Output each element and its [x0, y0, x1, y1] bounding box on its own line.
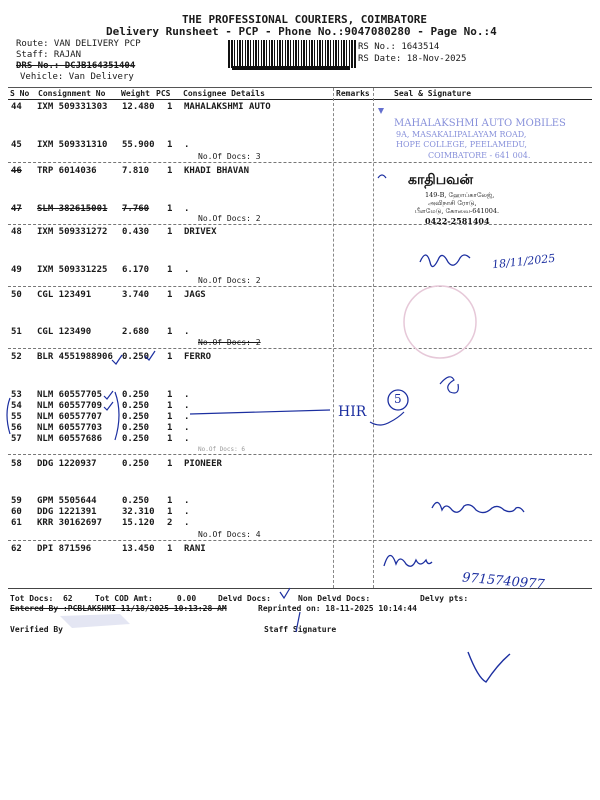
reprinted-on: Reprinted on: 18-11-2025 10:14:44: [258, 604, 417, 613]
total-cod: Tot COD Amt: 0.00: [95, 594, 197, 603]
row-weight: 0.250: [122, 423, 150, 433]
staff-signature-mark: [468, 652, 510, 682]
doc-count: No.Of Docs: 4: [198, 530, 261, 539]
row-consignee: .: [184, 401, 190, 411]
handwritten-circle-number: 5: [394, 392, 402, 406]
pen-mark: [280, 588, 290, 598]
doc-count: No.Of Docs: 3: [198, 152, 261, 161]
row-consignee: .: [184, 204, 190, 214]
row-pcs: 1: [167, 204, 173, 214]
row-pcs: 1: [167, 102, 173, 112]
drivex-signature: [420, 255, 470, 267]
row-sno: 57: [11, 434, 22, 444]
pen-circle: [388, 390, 408, 410]
faint-stamp: [60, 614, 130, 628]
doc-count: No.Of Docs: 2: [198, 276, 261, 285]
row-pcs: 1: [167, 265, 173, 275]
row-weight: 55.900: [122, 140, 155, 150]
total-docs: Tot Docs: 62: [10, 594, 73, 603]
row-consignee: PIONEER: [184, 459, 222, 469]
row-consignment: DPI 871596: [37, 544, 92, 554]
doc-count: No.Of Docs: 6: [198, 446, 245, 453]
row-pcs: 1: [167, 544, 173, 554]
delivery-points: Delvy pts:: [420, 594, 469, 603]
row-consignment: KRR 30162697: [37, 518, 103, 528]
row-consignee: MAHALAKSHMI AUTO: [184, 102, 271, 112]
row-consignee: .: [184, 496, 190, 506]
row-consignee: DRIVEX: [184, 227, 217, 237]
row-sno: 54: [11, 401, 22, 411]
row-sno: 55: [11, 412, 22, 422]
drs-number: DRS No.: DCJB164351404: [16, 61, 136, 71]
row-sno: 47: [11, 204, 22, 214]
runsheet-subtitle: Delivery Runsheet - PCP - Phone No.:9047080280 - Page No.:4: [106, 25, 497, 38]
row-sno: 62: [11, 544, 22, 554]
tick-mark: [112, 355, 122, 364]
row-consignment: SLM 382615001: [37, 204, 108, 214]
row-weight: 0.250: [122, 434, 150, 444]
row-consignee: .: [184, 140, 190, 150]
row-consignee: FERRO: [184, 352, 212, 362]
row-consignment: NLM 60557703: [37, 423, 103, 433]
row-weight: 3.740: [122, 290, 150, 300]
stamp-line: அவிநாசி ரோடு,: [428, 199, 477, 207]
stamp-line: பீளமேடு, கோவை-641004.: [415, 207, 500, 215]
row-sno: 46: [11, 166, 22, 176]
row-consignment: TRP 6014036: [37, 166, 97, 176]
pen-line: [296, 612, 300, 632]
row-pcs: 1: [167, 166, 173, 176]
row-weight: 13.450: [122, 544, 155, 554]
row-pcs: 1: [167, 352, 173, 362]
row-consignee: .: [184, 265, 190, 275]
faint-round-stamp: [404, 286, 476, 358]
row-pcs: 1: [167, 390, 173, 400]
row-sno: 56: [11, 423, 22, 433]
row-sno: 61: [11, 518, 22, 528]
rani-signature: [384, 555, 432, 566]
stamp-line: COIMBATORE - 641 004.: [428, 151, 531, 160]
row-weight: 0.250: [122, 496, 150, 506]
stamp-line: காதிபவன்: [408, 172, 474, 188]
row-consignee: RANI: [184, 544, 206, 554]
col-header-consignee: Consignee Details: [183, 89, 265, 98]
row-consignee: .: [184, 412, 190, 422]
row-sno: 51: [11, 327, 22, 337]
row-weight: 12.480: [122, 102, 155, 112]
row-sno: 48: [11, 227, 22, 237]
pen-bracket: [115, 392, 119, 440]
row-pcs: 1: [167, 507, 173, 517]
row-consignment: BLR 4551988906: [37, 352, 113, 362]
tick-mark: [145, 351, 155, 360]
row-weight: 6.170: [122, 265, 150, 275]
row-consignee: JAGS: [184, 290, 206, 300]
col-header-sno: S No: [10, 89, 30, 98]
row-pcs: 1: [167, 401, 173, 411]
col-header-weight: Weight: [121, 89, 150, 98]
row-consignee: .: [184, 518, 190, 528]
row-consignee: KHADI BHAVAN: [184, 166, 250, 176]
row-consignment: IXM 509331272: [37, 227, 108, 237]
handwritten-date: 18/11/2025: [491, 251, 556, 272]
row-sno: 44: [11, 102, 22, 112]
row-consignment: DDG 1220937: [37, 459, 97, 469]
row-pcs: 1: [167, 140, 173, 150]
row-consignment: IXM 509331225: [37, 265, 108, 275]
row-sno: 50: [11, 290, 22, 300]
row-sno: 49: [11, 265, 22, 275]
entered-by: Entered By :PCBLAKSHMI 11/18/2025 10:13:28 AM: [10, 604, 227, 613]
row-pcs: 1: [167, 423, 173, 433]
row-consignment: CGL 123491: [37, 290, 92, 300]
col-header-consignment: Consignment No: [38, 89, 106, 98]
doc-count: No.Of Docs: 2: [198, 214, 261, 223]
row-consignment: IXM 509331310: [37, 140, 108, 150]
row-consignee: .: [184, 507, 190, 517]
row-sno: 58: [11, 459, 22, 469]
stamp-line: 149-B, ஹோப்காலேஜ்,: [425, 191, 495, 199]
row-consignee: .: [184, 434, 190, 444]
pen-squiggle: [440, 377, 458, 393]
stamp-line: HOPE COLLEGE, PEELAMEDU,: [396, 140, 527, 149]
row-consignee: .: [184, 390, 190, 400]
row-consignment: NLM 60557686: [37, 434, 103, 444]
row-weight: 7.810: [122, 166, 150, 176]
row-consignment: CGL 123490: [37, 327, 92, 337]
col-header-pcs: PCS: [156, 89, 171, 98]
row-sno: 45: [11, 140, 22, 150]
row-sno: 60: [11, 507, 22, 517]
stamp-line: MAHALAKSHMI AUTO MOBILES: [394, 118, 566, 129]
row-pcs: 1: [167, 459, 173, 469]
row-pcs: 1: [167, 327, 173, 337]
row-weight: 0.250: [122, 352, 150, 362]
handwritten-phone: 9715740977: [461, 570, 546, 593]
col-header-seal: Seal & Signature: [394, 89, 472, 98]
row-consignee: .: [184, 423, 190, 433]
rs-date: RS Date: 18-Nov-2025: [358, 54, 467, 64]
delivered-docs: Delvd Docs:: [218, 594, 271, 603]
pen-squiggle: [370, 412, 404, 425]
row-pcs: 1: [167, 290, 173, 300]
company-title: THE PROFESSIONAL COURIERS, COIMBATORE: [182, 13, 428, 26]
row-weight: 0.250: [122, 390, 150, 400]
doc-count: No.Of Docs: 2: [198, 338, 261, 347]
non-delivered-docs: Non Delvd Docs:: [298, 594, 371, 603]
verified-by: Verified By: [10, 625, 63, 634]
row-consignment: DDG 1221391: [37, 507, 97, 517]
rs-number: RS No.: 1643514: [358, 42, 440, 52]
row-sno: 52: [11, 352, 22, 362]
stamp-line: 0422-2581404: [425, 216, 490, 226]
pioneer-signature: [432, 502, 524, 512]
row-consignment: IXM 509331303: [37, 102, 108, 112]
pen-line: [190, 410, 330, 414]
row-consignment: NLM 60557709: [37, 401, 103, 411]
row-pcs: 2: [167, 518, 173, 528]
row-consignment: NLM 60557707: [37, 412, 103, 422]
row-pcs: 1: [167, 412, 173, 422]
row-pcs: 1: [167, 496, 173, 506]
row-pcs: 1: [167, 227, 173, 237]
staff-signature: Staff Signature: [264, 625, 337, 634]
staff-label: Staff: RAJAN: [16, 50, 82, 60]
tick-mark: [104, 391, 113, 399]
vehicle-label: Vehicle: Van Delivery: [20, 72, 134, 82]
stamp-line: 9A, MASAKALIPALAYAM ROAD,: [396, 130, 527, 139]
pen-bracket: [7, 398, 10, 434]
tick-mark: [104, 402, 113, 410]
row-weight: 0.250: [122, 459, 150, 469]
row-weight: 15.120: [122, 518, 155, 528]
row-consignee: .: [184, 327, 190, 337]
row-pcs: 1: [167, 434, 173, 444]
pen-tick: [378, 108, 384, 114]
route-label: Route: VAN DELIVERY PCP: [16, 39, 141, 49]
row-weight: 0.250: [122, 412, 150, 422]
row-weight: 2.680: [122, 327, 150, 337]
col-header-remarks: Remarks: [336, 89, 370, 98]
row-consignment: NLM 60557705: [37, 390, 103, 400]
handwritten-hir: HIR: [338, 404, 367, 420]
row-sno: 59: [11, 496, 22, 506]
row-weight: 7.760: [122, 204, 150, 214]
row-weight: 0.250: [122, 401, 150, 411]
row-sno: 53: [11, 390, 22, 400]
row-weight: 32.310: [122, 507, 155, 517]
pen-mark: [378, 175, 386, 178]
row-weight: 0.430: [122, 227, 150, 237]
row-consignment: GPM 5505644: [37, 496, 97, 506]
